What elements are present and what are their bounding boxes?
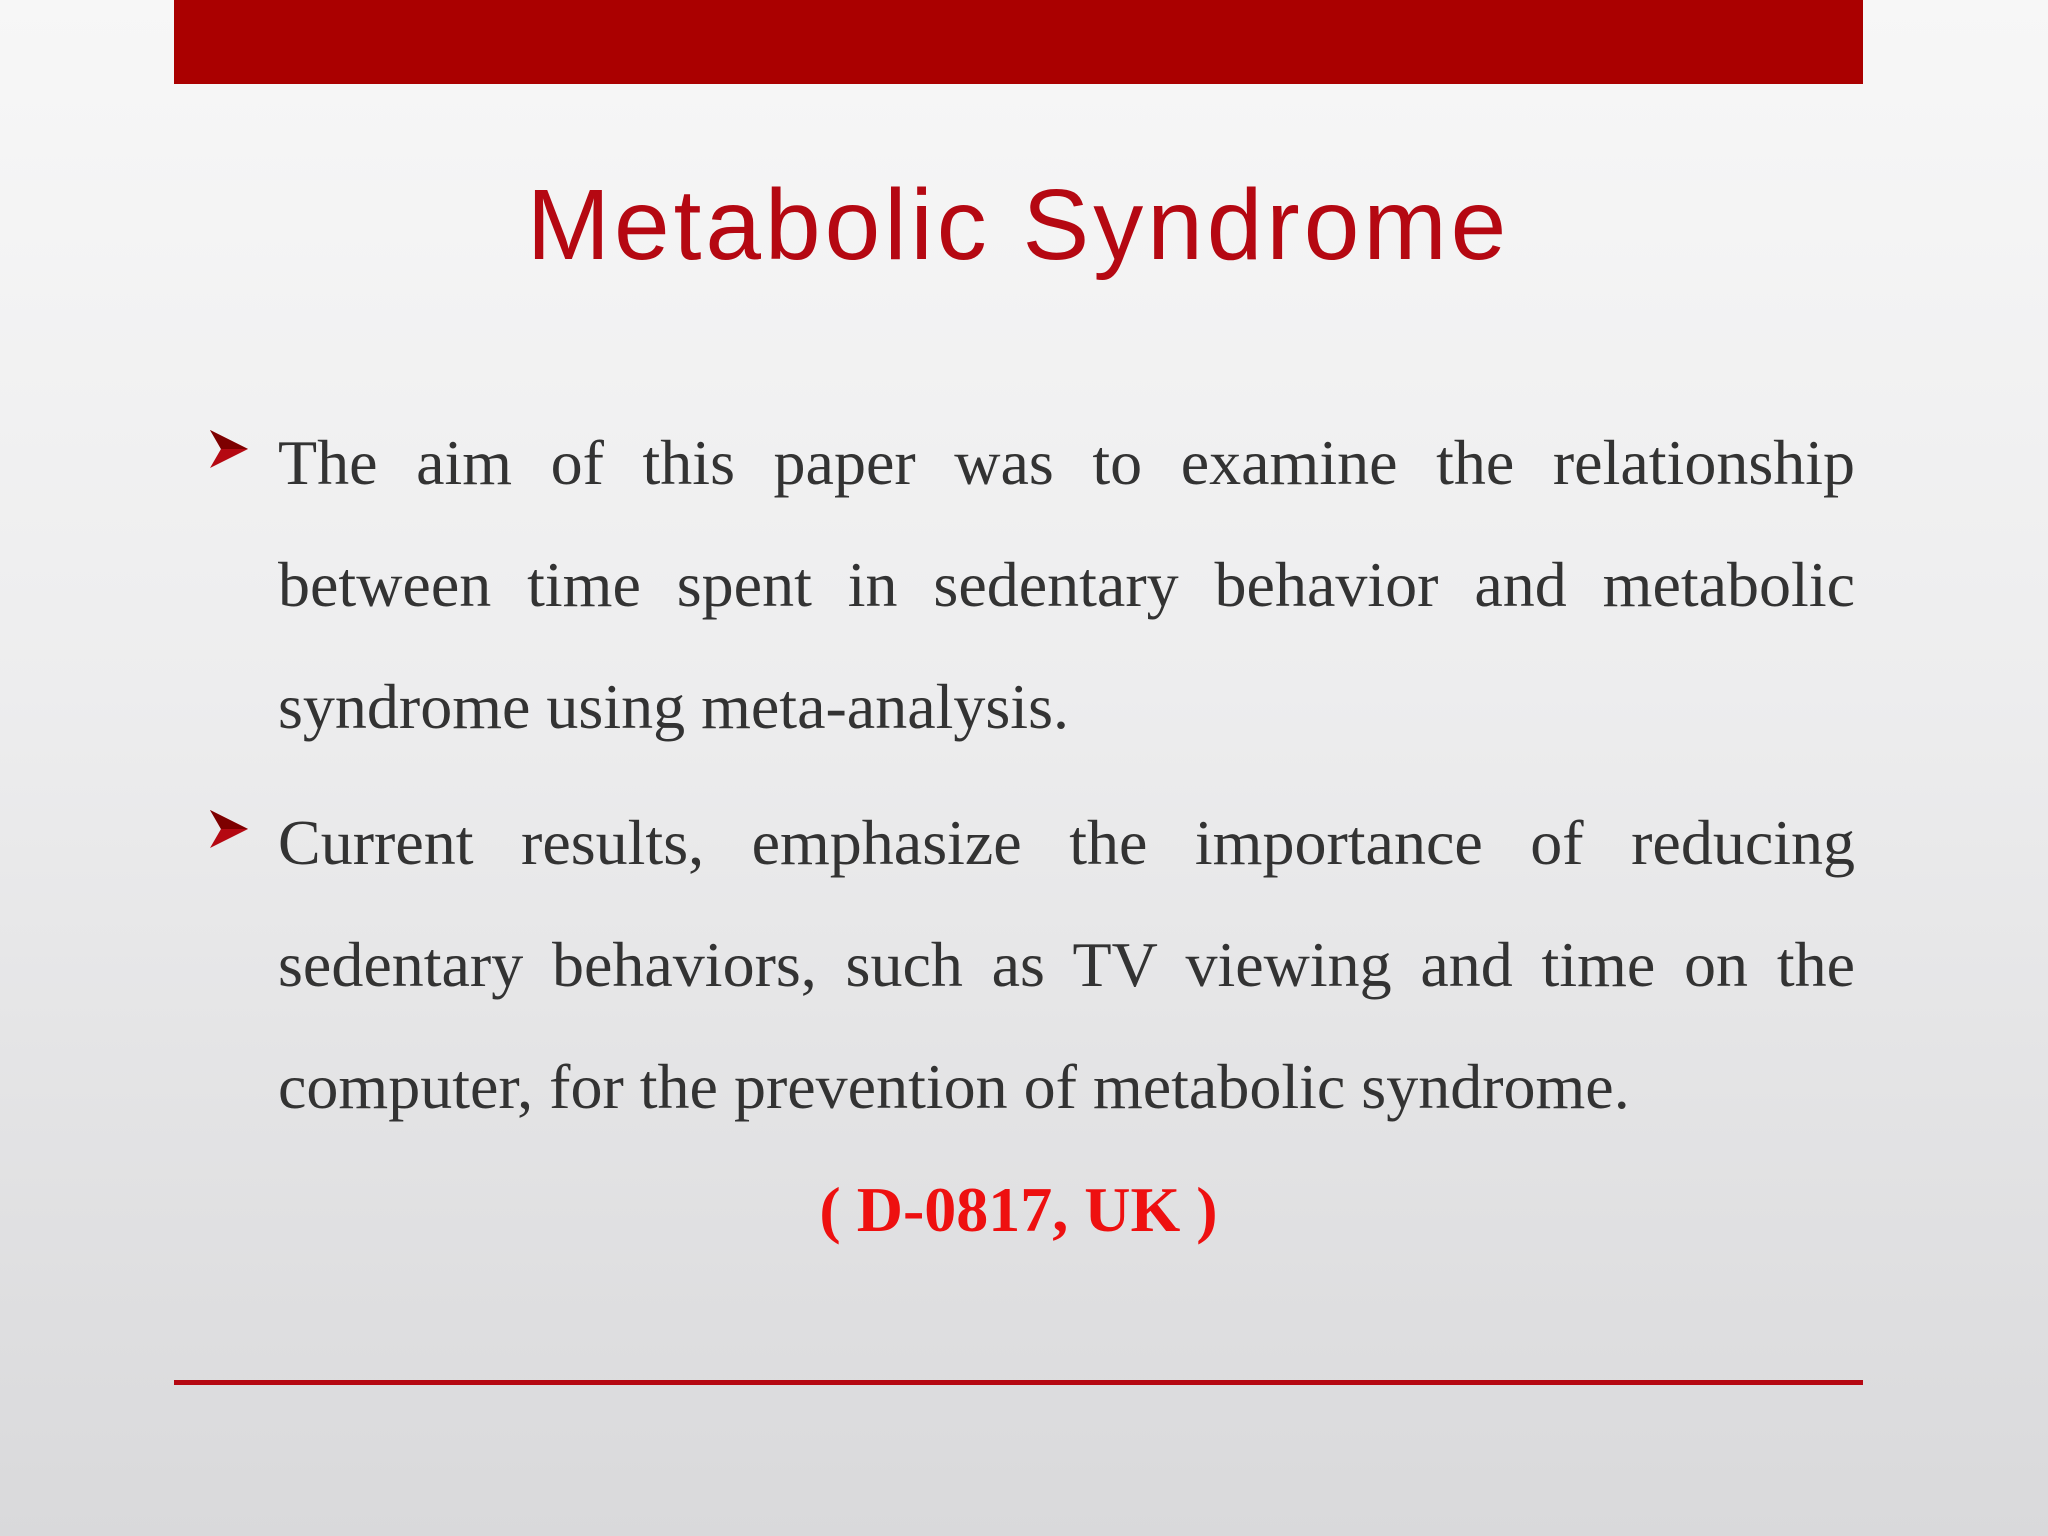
bullet-list [206, 402, 1855, 1162]
bullet-text: The aim of this paper was to examine the relationship between time spent in sedentary behavior and metabolic syndrome using meta-analysis. [278, 427, 1855, 742]
bullet-text: Current results, emphasize the importance of reducing sedentary behaviors, such as TV viewing and time on the computer, for the prevention of metabolic syndrome. [278, 807, 1855, 1122]
arrow-bullet-icon [206, 426, 252, 472]
slide-title: Metabolic Syndrome [526, 169, 1511, 281]
bullet-item [206, 782, 1855, 1148]
bottom-divider [174, 1380, 1863, 1385]
top-accent-bar [174, 0, 1863, 84]
bullet-item [206, 402, 1855, 768]
arrow-bullet-icon [206, 806, 252, 852]
reference-code: ( D-0817, UK ) [819, 1174, 1218, 1245]
